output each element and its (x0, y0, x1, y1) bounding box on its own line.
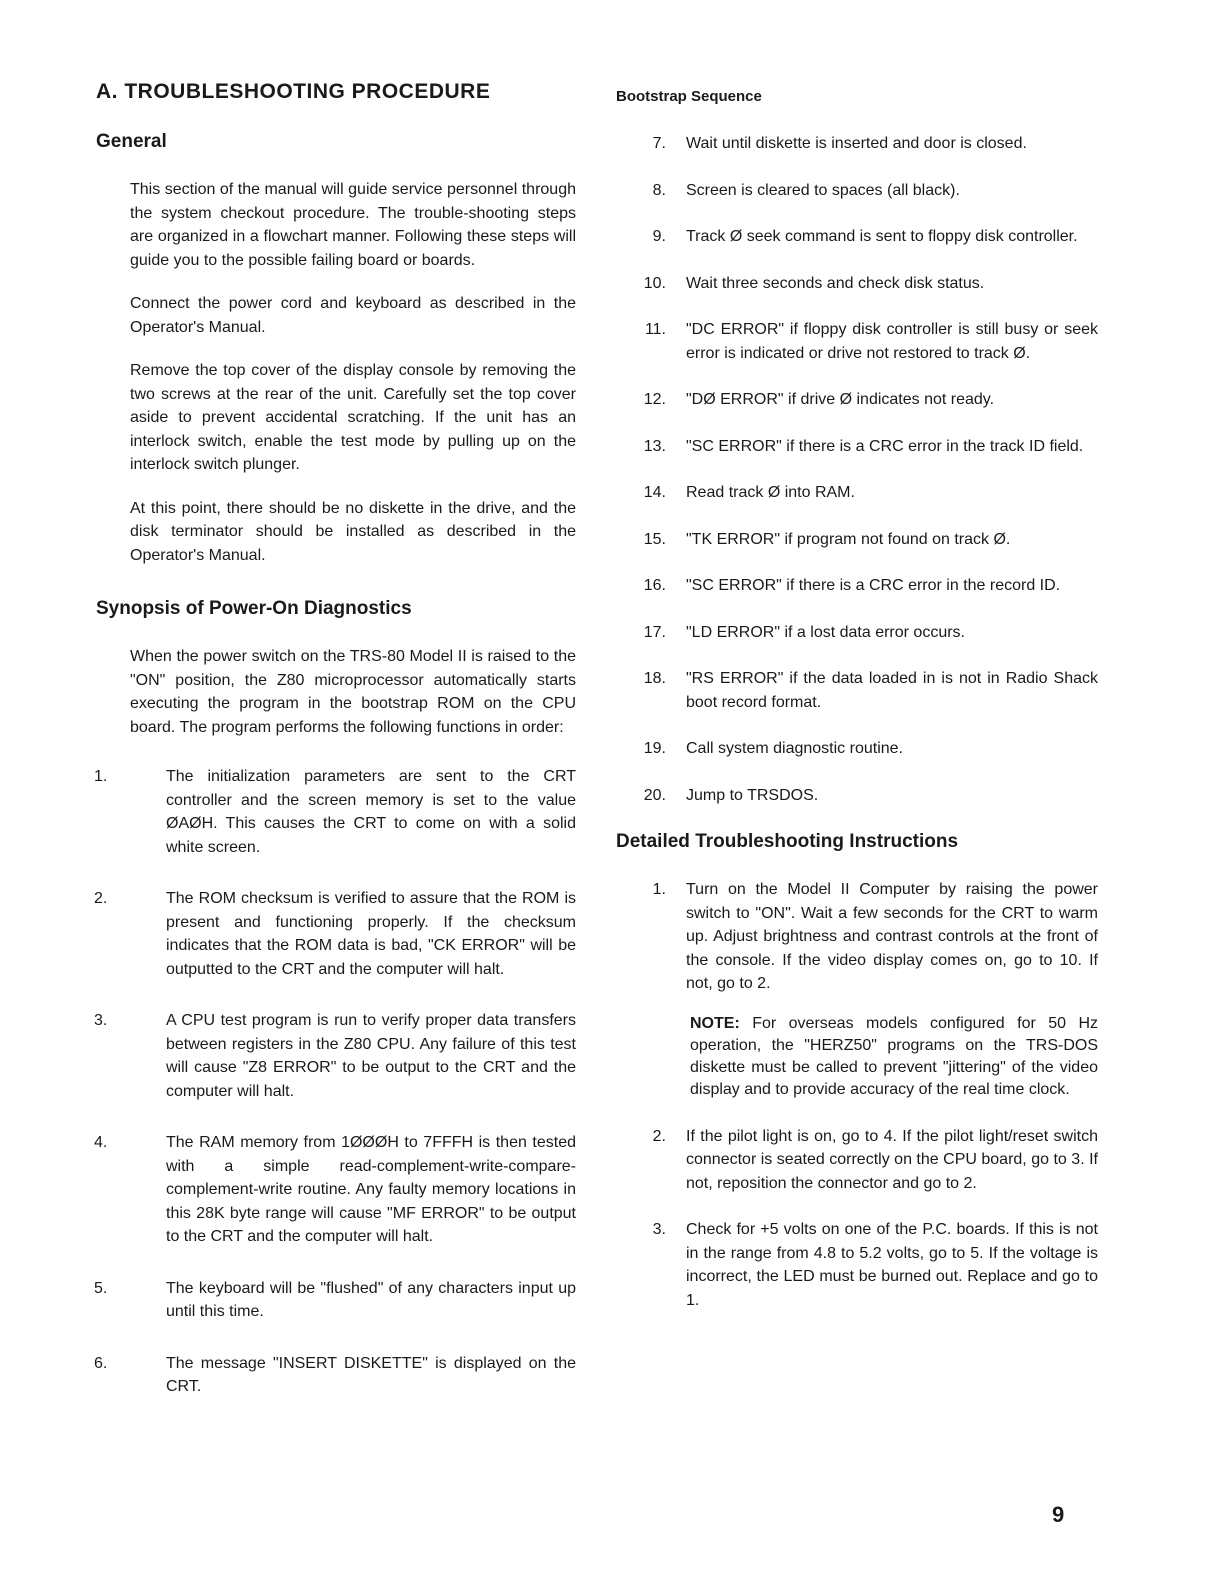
item-text: The message "INSERT DISKETTE" is displayed on the CRT. (166, 1354, 576, 1395)
item-text: "DØ ERROR" if drive Ø indicates not ready. (686, 391, 995, 408)
list-item (94, 887, 576, 981)
item-number: 7. (652, 135, 666, 152)
note-label: NOTE: (690, 1014, 740, 1032)
general-heading: General (96, 131, 167, 152)
left-column (96, 78, 576, 1427)
list-item (616, 225, 1098, 249)
list-item (616, 435, 1098, 459)
list-item (616, 132, 1098, 156)
note-paragraph (690, 1013, 1098, 1101)
item-text: "SC ERROR" if there is a CRC error in the track ID field. (686, 437, 1084, 455)
item-text: "RS ERROR" if the data loaded in is not in Radio Shack boot record format. (686, 670, 1098, 711)
item-number: 20. (643, 786, 666, 804)
item-text: Jump to TRSDOS. (686, 786, 819, 804)
detailed-heading: Detailed Troubleshooting Instructions (616, 831, 959, 852)
list-item (616, 1125, 1098, 1196)
list-item (616, 574, 1098, 598)
general-paragraph-2: Connect the power cord and keyboard as described in the Operator's Manual. (130, 295, 576, 336)
detailed-list-continued (616, 1125, 1098, 1313)
item-text: Check for +5 volts on one of the P.C. boards. If this is not in the range from 4.8 to 5.2 volts, go to 5. If the voltage is incorrect, the LED must be burned out. Replace and go to 1. (686, 1221, 1098, 1309)
right-column (616, 86, 1098, 1335)
item-text: Track Ø seek command is sent to floppy disk controller. (686, 228, 1078, 245)
synopsis-heading: Synopsis of Power-On Diagnostics (96, 598, 412, 619)
item-number: 6. (94, 1354, 108, 1372)
synopsis-intro: When the power switch on the TRS-80 Model II is raised to the "ON" position, the Z80 microprocessor automatically starts executing the program in the bootstrap ROM on the CPU board. The program performs the following functions in order: (130, 648, 576, 736)
list-item (616, 388, 1098, 412)
item-text: The RAM memory from 1ØØØH to 7FFFH is then tested with a simple read-complement-write-compare-complement-write routine. Any faulty memory locations in this 28K byte range will cause "MF ERROR" to be output to the CRT and the computer will halt. (166, 1134, 576, 1245)
item-text: Read track Ø into RAM. (686, 484, 855, 501)
page-number: 9 (1052, 1502, 1065, 1527)
item-number: 2. (94, 890, 108, 907)
list-item (616, 878, 1098, 996)
item-text: Wait three seconds and check disk status. (686, 274, 985, 292)
general-paragraph-4: At this point, there should be no diskette in the drive, and the disk terminator should be installed as described in the Operator's Manual. (130, 499, 576, 564)
item-number: 1. (652, 881, 666, 898)
item-text: "SC ERROR" if there is a CRC error in the record ID. (686, 577, 1061, 594)
list-item (616, 481, 1098, 505)
item-text: Wait until diskette is inserted and door is closed. (686, 135, 1027, 152)
synopsis-list (96, 765, 576, 1399)
item-number: 16. (643, 577, 666, 594)
item-text: The ROM checksum is verified to assure that the ROM is present and functioning properly. If the checksum indicates that the ROM data is bad, "CK ERROR" will be outputted to the CRT and the computer will halt. (166, 890, 576, 978)
item-number: 3. (652, 1221, 666, 1238)
list-item (616, 318, 1098, 365)
item-number: 10. (643, 274, 666, 292)
list-item (616, 621, 1098, 645)
list-item (616, 737, 1098, 761)
item-number: 4. (94, 1134, 108, 1151)
general-paragraph-1: This section of the manual will guide service personnel through the system checkout procedure. The trouble-shooting steps are organized in a flowchart manner. Following these steps will guide you to the possible failing board or boards. (130, 181, 576, 269)
item-number: 14. (643, 484, 666, 501)
item-number: 18. (643, 670, 666, 687)
bootstrap-heading: Bootstrap Sequence (616, 88, 762, 105)
item-number: 2. (652, 1127, 666, 1145)
list-item (616, 784, 1098, 808)
item-number: 11. (644, 321, 666, 338)
item-text: Screen is cleared to spaces (all black). (686, 181, 960, 199)
item-text: "DC ERROR" if floppy disk controller is still busy or seek error is indicated or drive not restored to track Ø. (686, 321, 1098, 362)
list-item (94, 1009, 576, 1103)
detailed-list (616, 878, 1098, 996)
list-item (616, 1218, 1098, 1312)
item-number: 13. (643, 437, 666, 455)
item-text: If the pilot light is on, go to 4. If the pilot light/reset switch connector is seated correctly on the CPU board, go to 3. If not, reposition the connector and go to 2. (686, 1127, 1098, 1192)
list-item (94, 1131, 576, 1249)
item-number: 5. (94, 1279, 108, 1297)
item-number: 1. (94, 768, 108, 785)
item-number: 8. (652, 181, 666, 199)
list-item (616, 528, 1098, 552)
item-number: 9. (652, 228, 666, 245)
item-number: 12. (643, 391, 666, 408)
item-number: 3. (94, 1012, 108, 1029)
item-text: Call system diagnostic routine. (686, 740, 903, 757)
item-text: The keyboard will be "flushed" of any characters input up until this time. (166, 1279, 576, 1320)
bootstrap-list (616, 132, 1098, 807)
item-number: 19. (643, 740, 666, 757)
general-paragraph-3: Remove the top cover of the display console by removing the two screws at the rear of the unit. Carefully set the top cover aside to prevent accidental scratching. If the unit has an interlock switch, enable the test mode by pulling up on the interlock switch plunger. (130, 362, 576, 473)
list-item (616, 272, 1098, 296)
list-item (94, 1277, 576, 1324)
item-text: "LD ERROR" if a lost data error occurs. (686, 623, 965, 641)
list-item (94, 765, 576, 859)
list-item (616, 179, 1098, 203)
item-number: 17. (643, 623, 666, 641)
item-text: "TK ERROR" if program not found on track Ø. (686, 530, 1011, 548)
item-number: 15. (643, 530, 666, 548)
main-heading: A. TROUBLESHOOTING PROCEDURE (96, 80, 491, 103)
item-text: The initialization parameters are sent to the CRT controller and the screen memory is set to the value ØAØH. This causes the CRT to come on with a solid white screen. (166, 768, 576, 856)
note-text: For overseas models configured for 50 Hz operation, the "HERZ50" programs on the TRS-DOS diskette must be called to prevent "jittering" of the video display and to provide accuracy of the real time clock. (690, 1014, 1098, 1098)
item-text: Turn on the Model II Computer by raising the power switch to "ON". Wait a few seconds for the CRT to warm up. Adjust brightness and contrast controls at the front of the console. If the video display comes on, go to 10. If not, go to 2. (686, 881, 1098, 992)
item-text: A CPU test program is run to verify proper data transfers between registers in the Z80 CPU. Any failure of this test will cause "Z8 ERROR" to be output to the CRT and the computer will halt. (166, 1012, 576, 1100)
list-item (94, 1352, 576, 1399)
list-item (616, 667, 1098, 714)
